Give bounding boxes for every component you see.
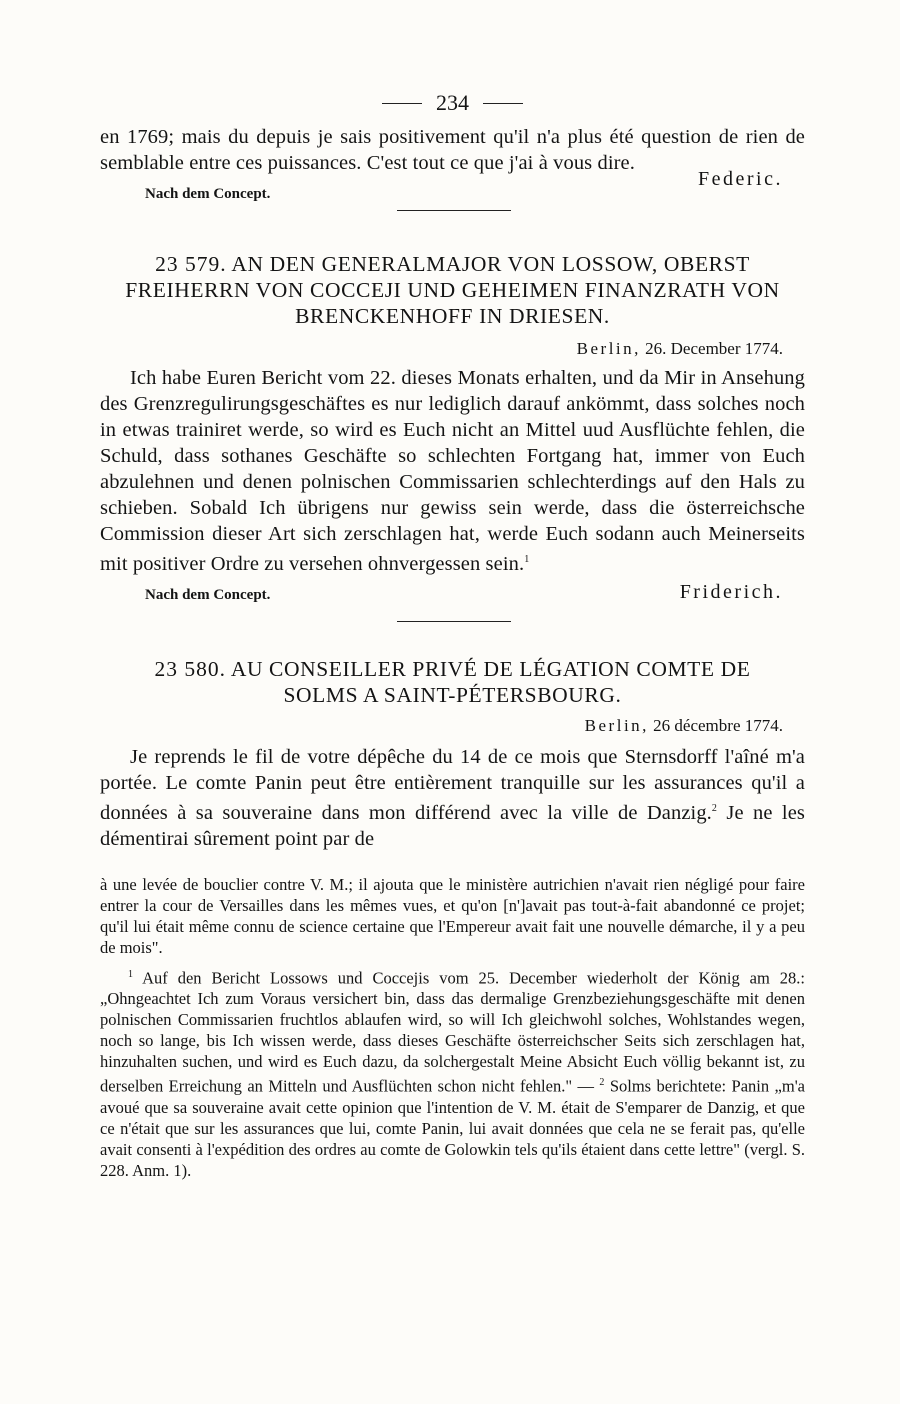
- source-note: Nach dem Concept.: [145, 586, 271, 603]
- letter-title: AU CONSEILLER PRIVÉ DE LÉGATION COMTE DE SOLMS A SAINT-PÉTERSBOURG.: [230, 656, 751, 707]
- document-page: [100, 82, 805, 1181]
- dateline: [100, 337, 805, 361]
- header-dash-right: [483, 103, 523, 104]
- section-divider: [397, 621, 511, 622]
- letter-body: [100, 365, 805, 577]
- footnote-2-mark: 2: [599, 1077, 605, 1089]
- continuation-text: en 1769; mais du depuis je sais positivement qu'il n'a plus été question de rien de semblable entre ces puissances. C'est tout ce que j'ai à vous dire.: [100, 126, 805, 174]
- header-dash-left: [382, 103, 422, 104]
- footnote-marker: 2: [711, 802, 718, 814]
- signature: Friderich.: [679, 580, 783, 603]
- letter-body: [100, 744, 805, 852]
- letter-title: AN DEN GENERALMAJOR VON LOSSOW, OBERST FREIHERRN VON COCCEJI UND GEHEIMEN FINANZRATH VON BRENCKENHOFF IN DRIESEN.: [125, 252, 780, 328]
- footnote-carryover: à une levée de bouclier contre V. M.; il ajouta que le ministère autrichien n'avait rien négligé pour faire entrer la cour de Versailles dans les mêmes vues, et qu'on [n']avait pas tout-à-fait abandonné ce projet; qu'il lui était même connu de science certaine que l'Empereur avait fait une nouvelle démarche, il y a peu de mois".: [100, 874, 805, 957]
- footnotes: [100, 874, 805, 1181]
- dateline: [100, 714, 805, 738]
- letter-number: 23 580.: [154, 656, 227, 681]
- letter-body-text-continued: Je ne les démentirai sûrement point par de: [100, 801, 806, 850]
- page-number: 234: [436, 90, 469, 115]
- letter-body-text: Ich habe Euren Bericht vom 22. dieses Monats erhalten, und da Mir in Ansehung des Grenzregulirungsgeschäftes es nur lediglich darauf ankömmt, dass solches noch in etwas trainiret werde, so wird es Euch nicht an Mittel uud Ausflüchte fehlen, die Schuld, dass sothanes Geschäfte so schlechten Fortgang hat, immer von Euch abzulehnen und denen polnischen Commissarien schlechterdings auf den Hals zu schieben. Sobald Ich übrigens nur gewiss sein werde, dass die österreichsche Commission dieser Art sich zerschlagen hat, werde Euch sodann auch Meinerseits mit positiver Ordre zu versehen ohnvergessen sein.: [100, 367, 805, 575]
- dateline-place: Berlin,: [576, 339, 641, 358]
- letter-body-text: Je reprends le fil de votre dépêche du 14 de ce mois que Sternsdorff l'aîné m'a portée. Le comte Panin peut être entièrement tranquille sur les assurances qu'il a données à sa souveraine dans mon différend avec la ville de Danzig.: [100, 745, 805, 824]
- dateline-place: Berlin,: [584, 715, 649, 735]
- letter-heading: [100, 251, 805, 329]
- letter-heading: [100, 656, 805, 708]
- footnote-1: [100, 964, 805, 1181]
- page-header: [100, 82, 805, 124]
- signature: Federic.: [698, 168, 783, 190]
- continuation-closing: [100, 168, 805, 208]
- footnote-2-text: Solms berichtete: Panin „m'a avoué que sa souveraine avait cette opinion que l'intention de V. M. était de S'emparer de Danzig, et que ce n'était que sur les assurances que lui, comte Panin, lui avait données que cela ne se ferait pas, qu'elle avait consenti à l'expédition des ordres au comte de Golowkin tels qu'ils étaient dans cette lettre" (vergl. S. 228. Anm. 1).: [100, 1076, 806, 1180]
- letter-closing: [100, 577, 805, 609]
- letter-number: 23 579.: [155, 252, 227, 276]
- dateline-date: 26. December 1774.: [645, 339, 783, 358]
- source-note: Nach dem Concept.: [145, 186, 271, 202]
- dateline-date: 26 décembre 1774.: [653, 715, 783, 735]
- footnote-1-mark: 1: [128, 968, 133, 980]
- footnote-marker: 1: [524, 554, 530, 565]
- section-divider: [397, 210, 511, 211]
- footnote-1-text: Auf den Bericht Lossows und Coccejis vom 25. December wiederholt der König am 28.: „Ohngeachtet Ich zum Voraus versichert bin, dass das dermalige Grenzbeziehungsgeschäfte mit denen polnischen Commissarien fruchtlos ablaufen wird, so will Ich gleichwohl solches, Wohlstandes wegen, noch so lange, bis Ich wissen werde, dass dieses Geschäfte österreichscher Seits sich zerschlagen hat, hinzuhalten suchen, und wird es Euch dazu, da solchergestalt Meine Absicht Euch völlig bekannt ist, zu derselben Erreichung an Mitteln und Ausflüchten schon nicht fehlen." —: [100, 968, 805, 1096]
